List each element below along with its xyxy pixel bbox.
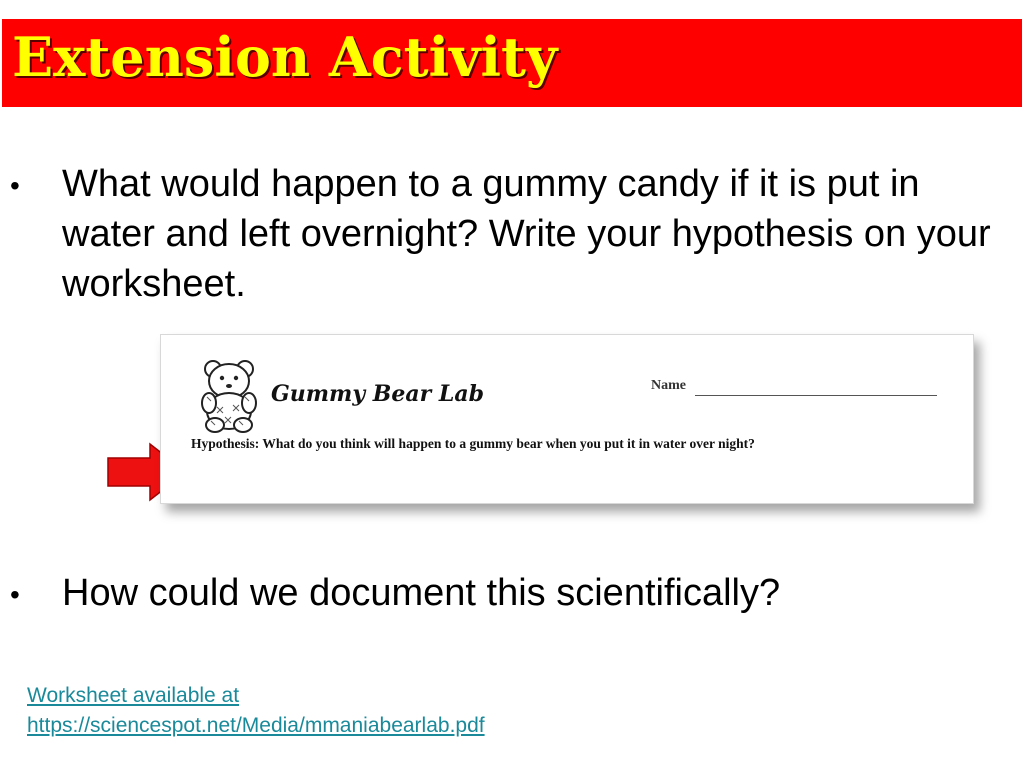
worksheet-image [160, 334, 974, 504]
bullet-marker: • [10, 579, 20, 610]
worksheet-name-line [695, 395, 937, 396]
bullet-text-question: What would happen to a gummy candy if it is put in water and left overnight? Write your hypothesis on your worksheet. [62, 163, 991, 305]
gummy-bear-icon [197, 357, 263, 433]
worksheet-name-label: Name [651, 378, 686, 393]
slide-title: Extension Activity [12, 25, 558, 89]
worksheet-hypothesis: Hypothesis: What do you think will happen to a gummy bear when you put it in water over night? [191, 436, 755, 451]
worksheet-title: Gummy Bear Lab [271, 381, 484, 407]
worksheet-link-url[interactable]: https://sciencespot.net/Media/mmaniabearlab.pdf [27, 714, 485, 737]
worksheet-link-label[interactable]: Worksheet available at [27, 684, 240, 707]
bullet-text-document: How could we document this scientifically? [62, 572, 781, 614]
bullet-marker: • [10, 170, 20, 201]
